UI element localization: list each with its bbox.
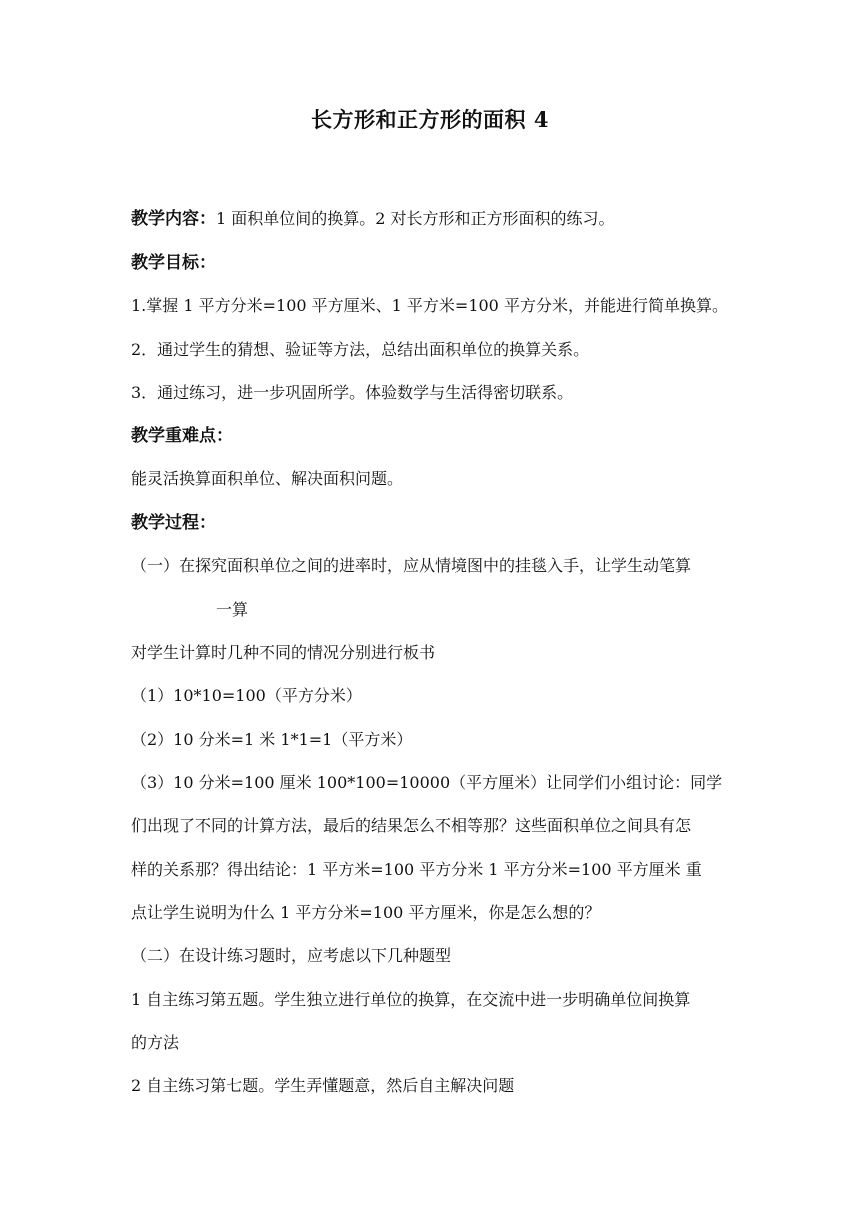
process-line: 点让学生说明为什么 1 平方分米=100 平方厘米，你是怎么想的？ [131, 903, 601, 922]
content-text: 1 面积单位间的换算。2 对长方形和正方形面积的练习。 [216, 209, 615, 228]
goal-item-1: 1.掌握 1 平方分米=100 平方厘米、1 平方米=100 平方分米，并能进行简单换算。 [131, 296, 728, 315]
process-line: （1）10*10=100（平方分米） [131, 686, 362, 705]
goal-item-3: 3．通过练习，进一步巩固所学。体验数学与生活得密切联系。 [131, 383, 574, 402]
document-title: 长方形和正方形的面积 4 [311, 107, 549, 132]
process-line: 2 自主练习第七题。学生弄懂题意，然后自主解决问题 [131, 1076, 515, 1095]
content-label: 教学内容： [131, 209, 216, 229]
difficulty-text: 能灵活换算面积单位、解决面积问题。 [131, 469, 404, 488]
process-line: 们出现了不同的计算方法，最后的结果怎么不相等那？这些面积单位之间具有怎 [131, 816, 692, 835]
goals-heading: 教学目标： [131, 253, 216, 273]
process-line: （2）10 分米=1 米 1*1=1（平方米） [131, 730, 413, 749]
difficulty-heading: 教学重难点： [131, 426, 233, 446]
process-line: 对学生计算时几种不同的情况分别进行板书 [131, 643, 436, 662]
process-line: 1 自主练习第五题。学生独立进行单位的换算，在交流中进一步明确单位间换算 [131, 990, 691, 1009]
process-line: 一算 [216, 600, 249, 619]
process-heading: 教学过程： [131, 513, 216, 533]
process-line: （二）在设计练习题时，应考虑以下几种题型 [131, 946, 452, 965]
goal-item-2: 2．通过学生的猜想、验证等方法，总结出面积单位的换算关系。 [131, 340, 590, 359]
process-line: 的方法 [131, 1033, 180, 1052]
process-line: 样的关系那？得出结论：1 平方米=100 平方分米 1 平方分米=100 平方厘米 重 [131, 860, 702, 879]
process-line: （3）10 分米=100 厘米 100*100=10000（平方厘米）让同学们小组讨论：同学 [131, 773, 723, 792]
content-paragraph [131, 208, 615, 230]
process-line: （一）在探究面积单位之间的进率时，应从情境图中的挂毯入手，让学生动笔算 [131, 556, 692, 575]
